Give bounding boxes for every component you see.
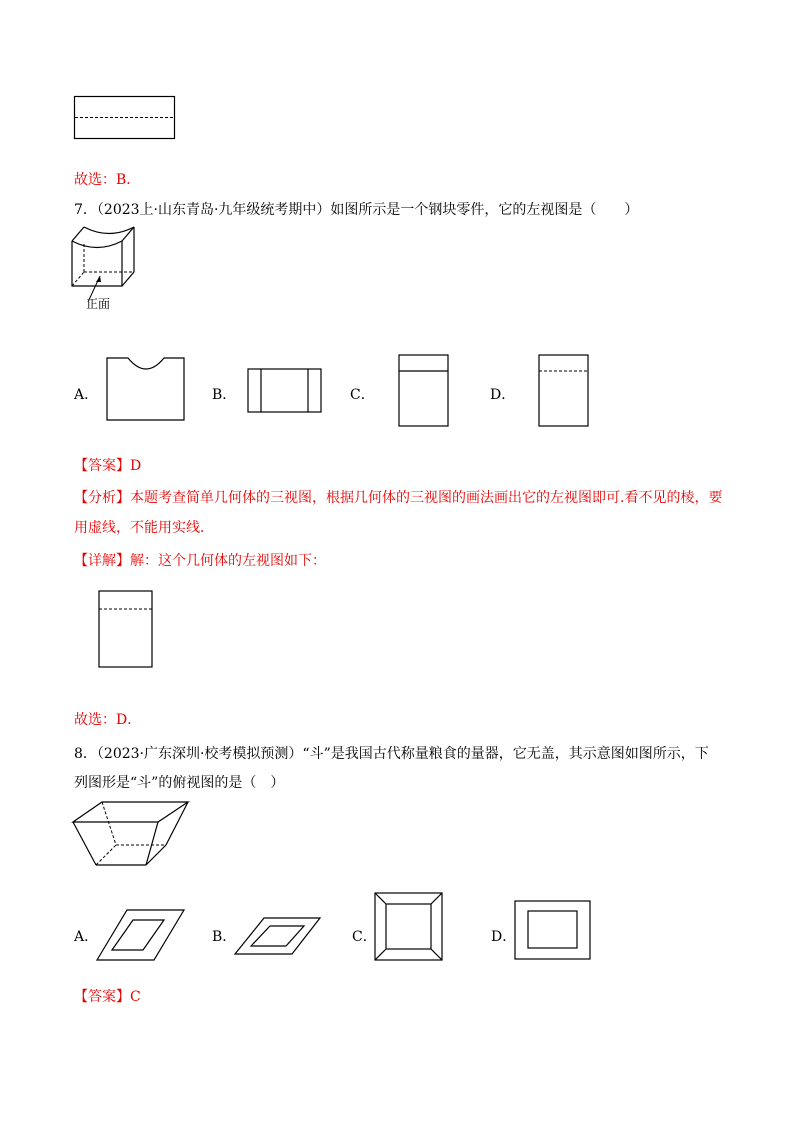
- q8-option-a-label: A．: [74, 929, 99, 945]
- q8-option-b-figure[interactable]: [234, 916, 322, 956]
- q8-stem-line1: 8．（2023·广东深圳·校考模拟预测）“斗”是我国古代称量粮食的量器，它无盖，其示意图如图所示，下: [74, 746, 709, 762]
- q8-option-d-figure[interactable]: [514, 900, 592, 962]
- q7-option-b-figure[interactable]: [247, 368, 323, 414]
- q7-option-b-label: B．: [212, 387, 237, 403]
- q7-option-d-label: D．: [490, 387, 516, 403]
- q7-front-label: 正面: [86, 297, 111, 311]
- q8-option-c-figure[interactable]: [374, 892, 444, 962]
- q7-detail: 【详解】解：这个几何体的左视图如下：: [74, 553, 326, 569]
- q7-choice: 故选：D．: [74, 712, 142, 728]
- q7-option-c-label: C．: [350, 387, 375, 403]
- q8-stem-line2: 列图形是“斗”的俯视图的是（ ）: [74, 775, 285, 791]
- q8-answer: 【答案】C: [74, 989, 141, 1005]
- q7-option-c-figure[interactable]: [398, 354, 450, 428]
- q7-analysis-line1: 【分析】本题考查简单几何体的三视图，根据几何体的三视图的画法画出它的左视图即可.看不见的棱，要: [74, 490, 723, 506]
- q7-answer: 【答案】D: [74, 458, 142, 474]
- q7-stem: 7．（2023上·山东青岛·九年级统考期中）如图所示是一个钢块零件，它的左视图是（ ）: [74, 202, 639, 218]
- q7-option-d-figure[interactable]: [538, 354, 590, 428]
- q8-option-c-label: C．: [352, 929, 377, 945]
- q7-analysis-line2: 用虚线，不能用实线．: [74, 520, 214, 536]
- q7-option-a-figure[interactable]: [106, 356, 186, 422]
- q7-option-a-label: A．: [74, 387, 99, 403]
- prev-choice: 故选：B．: [74, 172, 141, 188]
- q8-option-a-figure[interactable]: [96, 908, 186, 962]
- q8-option-d-label: D．: [491, 929, 517, 945]
- q7-solution-figure: [98, 590, 154, 670]
- q8-option-b-label: B．: [212, 929, 237, 945]
- q8-dou-figure: [72, 800, 192, 870]
- prev-answer-figure: [74, 96, 176, 140]
